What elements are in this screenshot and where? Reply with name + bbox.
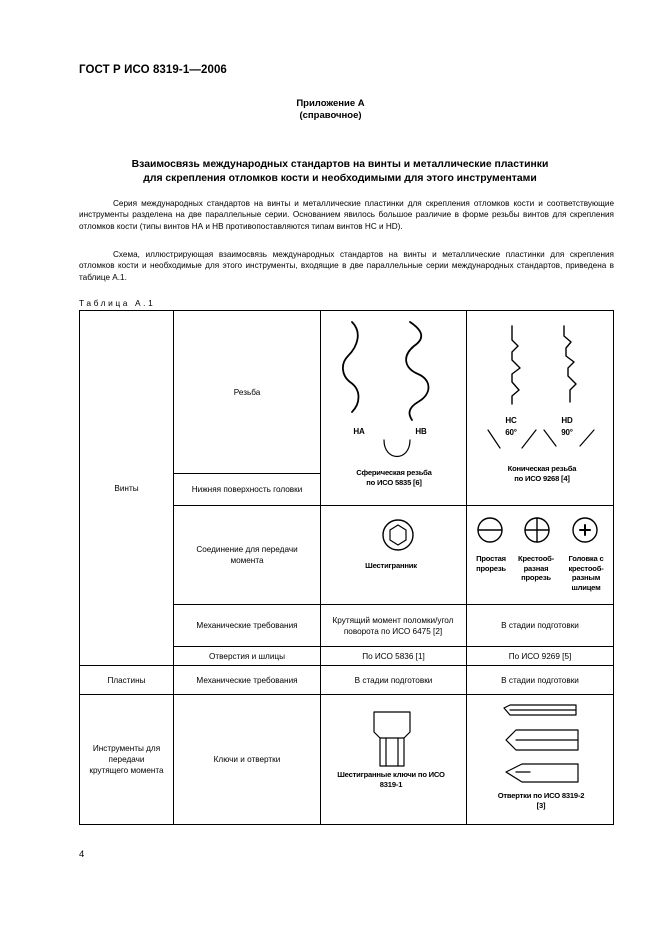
ha-thread-icon [343,322,359,412]
document-header: ГОСТ Р ИСО 8319-1—2006 [79,64,227,76]
row-keys: Ключи и отвертки [213,755,281,764]
angle-90: 90° [561,428,573,437]
holes-col1: По ИСО 5836 [1] [362,651,425,661]
thread-label-hc: НС [505,416,517,425]
holes-col2: По ИСО 9269 [5] [508,651,572,661]
thread-label-ha: НА [353,427,365,436]
table-caption: Таблица А.1 [79,298,156,308]
section-title-line-2: для скрепления отломков кости и необходимыми для этого инструментами [143,173,537,184]
plates-mech-col2: В стадии подготовки [501,675,579,685]
thread-label-hd: HD [561,416,573,425]
hex-caption: Шестигранник [365,561,417,570]
keys-caption: Шестигранные ключи по ИСО 8319-1 [337,770,445,789]
row-head-underside: Нижняя поверхность головки [191,485,303,494]
hex-key-icon [374,712,410,766]
page-number: 4 [79,849,85,860]
plates-mech-col1: В стадии подготовки [354,675,433,685]
row-plates-mech: Механические требования [196,675,298,685]
group-instruments: Инструменты для передачи крутящего момента [89,744,164,775]
angle-60: 60° [505,428,517,437]
screwdriver-tip-cross-icon [506,730,578,750]
row-thread: Резьба [233,387,261,397]
row-mech-req: Механические требования [196,621,298,630]
group-plates: Пластины [107,675,146,685]
torque-text: Крутящий момент поломки/угол поворота по ИСО 6475 [2] [332,615,454,636]
appendix-note: (справочное) [299,110,362,121]
paragraph-2-text: Схема, иллюстрирующая взаимосвязь международных стандартов на винты и металлические пластинки для скрепления отломков кости и необходимые для этого инструменты, входящие в две параллельные серии международных стандартов, приведена в таблице А.1. [79,250,614,282]
screwdriver-tip-flat-icon [504,705,576,715]
conical-caption: Коническая резьба по ИСО 9268 [4] [507,464,577,483]
row-holes: Отверстия и шлицы [209,651,285,661]
hc-thread-icon [512,326,520,404]
appendix-title: Приложение А [296,98,365,109]
drivers-caption: Отвертки по ИСО 8319-2 [3] [497,791,585,810]
paragraph-1-text: Серия международных стандартов на винты и металлические пластинки для скрепления отломков кости и соответствующие инструменты разделена на две параллельные серии. Основанием явилось большое различие в форме резьбы винтов для скрепления отломков кости (типы винтов НА и НВ противопоставляются типам винтов НС и HD). [79,199,614,231]
thread-arc-icon [384,440,410,457]
thread-label-hb: НВ [415,427,427,436]
hd-thread-icon [564,326,576,402]
mech-req-col2: В стадии подготовки [501,621,579,630]
angle-lines-hd-icon [544,430,594,446]
hex-socket-icon [390,525,406,545]
angle-lines-hc-icon [488,430,536,448]
cross-slot-caption: Крестооб-разная прорезь [518,554,554,582]
screwdriver-tip-recess-icon [506,764,578,782]
row-drive: Соединение для передачи момента [196,545,298,565]
cross-recess-caption: Головка с крестооб-разным шлицем [568,554,604,592]
spherical-caption: Сферическая резьба по ИСО 5835 [6] [356,468,432,487]
group-screws: Винты [114,483,139,493]
slot-caption: Простая прорезь [476,554,506,573]
section-title-line-1: Взаимосвязь международных стандартов на винты и металлические пластинки [131,159,549,170]
hb-thread-icon [406,322,428,420]
